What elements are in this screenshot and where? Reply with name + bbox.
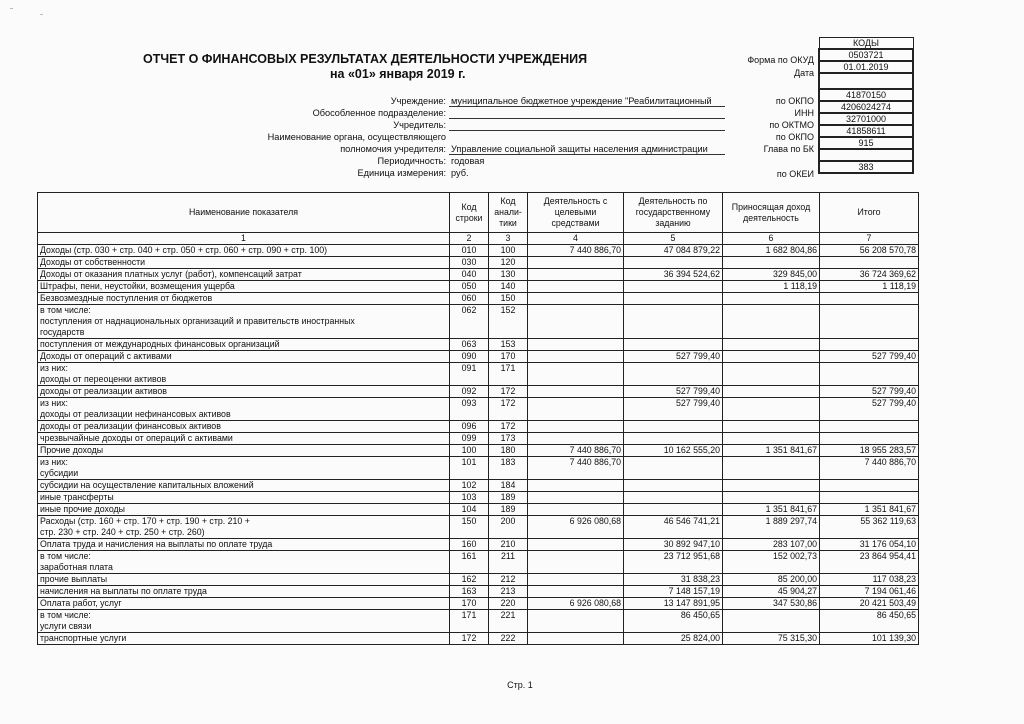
table-row [38, 480, 919, 492]
row-code: 096 [450, 421, 489, 433]
financial-results-table [37, 192, 919, 645]
code-label-oktmo: по ОКТМО [769, 120, 814, 130]
code-bk: 915 [819, 137, 913, 149]
row-name: услуги связи [40, 621, 92, 631]
row-income: 1 682 804,86 [723, 245, 820, 257]
code-oktmo: 32701000 [819, 113, 913, 125]
row-targeted [528, 574, 624, 586]
row-state-task: 7 148 157,19 [624, 586, 723, 598]
row-name: стр. 230 + стр. 240 + стр. 250 + стр. 260) [40, 527, 205, 537]
column-index-row [38, 233, 919, 245]
row-name-cell [38, 551, 450, 574]
row-targeted [528, 293, 624, 305]
row-analytics: 120 [489, 257, 528, 269]
table-header-row [38, 193, 919, 233]
row-name-cell [38, 305, 450, 339]
row-name: в том числе: [40, 305, 91, 315]
row-code: 170 [450, 598, 489, 610]
row-code: 040 [450, 269, 489, 281]
row-income [723, 351, 820, 363]
row-name: Расходы (стр. 160 + стр. 170 + стр. 190 + стр. 210 + [40, 516, 250, 526]
row-analytics: 183 [489, 457, 528, 480]
row-analytics: 212 [489, 574, 528, 586]
row-state-task: 25 824,00 [624, 633, 723, 645]
row-targeted [528, 386, 624, 398]
row-total: 20 421 503,49 [820, 598, 919, 610]
founder-label: Учредитель: [393, 120, 446, 130]
row-name: поступления от наднациональных организаций и правительств иностранных [40, 316, 355, 326]
row-code: 150 [450, 516, 489, 539]
row-name: доходы от реализации нефинансовых активов [40, 409, 231, 419]
row-name-cell [38, 245, 450, 257]
row-total [820, 421, 919, 433]
row-code: 102 [450, 480, 489, 492]
codes-header: КОДЫ [819, 38, 913, 50]
row-state-task [624, 480, 723, 492]
col-index: 7 [820, 233, 919, 245]
row-state-task [624, 281, 723, 293]
row-targeted [528, 433, 624, 445]
table-row [38, 363, 919, 386]
row-total: 36 724 369,62 [820, 269, 919, 281]
code-label-date: Дата [794, 68, 814, 78]
row-state-task [624, 504, 723, 516]
row-income: 1 118,19 [723, 281, 820, 293]
scan-speck [40, 14, 43, 15]
row-analytics: 184 [489, 480, 528, 492]
row-total [820, 293, 919, 305]
row-analytics: 172 [489, 386, 528, 398]
row-analytics: 140 [489, 281, 528, 293]
row-total: 1 118,19 [820, 281, 919, 293]
row-name-cell [38, 339, 450, 351]
row-analytics: 213 [489, 586, 528, 598]
row-state-task: 23 712 951,68 [624, 551, 723, 574]
row-targeted [528, 281, 624, 293]
row-name: в том числе: [40, 610, 91, 620]
table-row [38, 539, 919, 551]
code-label-okpo: по ОКПО [775, 96, 814, 106]
row-analytics: 170 [489, 351, 528, 363]
col-header-name: Наименование показателя [38, 193, 450, 233]
row-state-task: 527 799,40 [624, 386, 723, 398]
row-analytics: 220 [489, 598, 528, 610]
row-state-task [624, 421, 723, 433]
row-name-cell [38, 363, 450, 386]
code-okei: 383 [819, 161, 913, 173]
col-header-state-task: Деятельность по государственному заданию [624, 193, 723, 233]
row-total [820, 492, 919, 504]
col-header-targeted: Деятельность с целевыми средствами [528, 193, 624, 233]
row-name: иные прочие доходы [40, 504, 126, 514]
row-code: 171 [450, 610, 489, 633]
row-code: 172 [450, 633, 489, 645]
row-name: Доходы от оказания платных услуг (работ), компенсаций затрат [40, 269, 302, 279]
row-name: из них: [40, 457, 69, 467]
row-code: 060 [450, 293, 489, 305]
col-header-code: Код строки [450, 193, 489, 233]
row-targeted: 6 926 080,68 [528, 516, 624, 539]
row-income: 75 315,30 [723, 633, 820, 645]
row-state-task: 31 838,23 [624, 574, 723, 586]
row-analytics: 189 [489, 504, 528, 516]
row-total [820, 480, 919, 492]
row-income [723, 293, 820, 305]
row-analytics: 153 [489, 339, 528, 351]
row-targeted [528, 551, 624, 574]
subdivision-label: Обособленное подразделение: [312, 108, 446, 118]
row-code: 093 [450, 398, 489, 421]
row-name: доходы от переоценки активов [40, 374, 167, 384]
row-state-task: 10 162 555,20 [624, 445, 723, 457]
row-targeted: 7 440 886,70 [528, 445, 624, 457]
row-income: 347 530,86 [723, 598, 820, 610]
row-targeted [528, 480, 624, 492]
col-index: 1 [38, 233, 450, 245]
row-state-task: 527 799,40 [624, 351, 723, 363]
code-okpo: 41870150 [819, 89, 913, 101]
table-row [38, 633, 919, 645]
table-row [38, 504, 919, 516]
row-state-task: 36 394 524,62 [624, 269, 723, 281]
row-code: 161 [450, 551, 489, 574]
row-name: заработная плата [40, 562, 113, 572]
row-total [820, 305, 919, 339]
row-name: субсидии [40, 468, 79, 478]
row-name: Доходы (стр. 030 + стр. 040 + стр. 050 + стр. 060 + стр. 090 + стр. 100) [40, 245, 328, 255]
row-total: 7 194 061,46 [820, 586, 919, 598]
row-code: 091 [450, 363, 489, 386]
table-body [38, 245, 919, 645]
row-total: 31 176 054,10 [820, 539, 919, 551]
row-analytics: 200 [489, 516, 528, 539]
col-header-total: Итого [820, 193, 919, 233]
row-name-cell [38, 351, 450, 363]
row-income: 1 889 297,74 [723, 516, 820, 539]
row-name: субсидии на осуществление капитальных вложений [40, 480, 254, 490]
row-state-task: 527 799,40 [624, 398, 723, 421]
row-total: 56 208 570,78 [820, 245, 919, 257]
row-income [723, 433, 820, 445]
row-analytics: 222 [489, 633, 528, 645]
row-total: 86 450,65 [820, 610, 919, 633]
row-code: 099 [450, 433, 489, 445]
row-analytics: 189 [489, 492, 528, 504]
row-total: 117 038,23 [820, 574, 919, 586]
row-state-task [624, 433, 723, 445]
col-header-income: Приносящая доход деятельность [723, 193, 820, 233]
row-name-cell [38, 480, 450, 492]
row-name: государств [40, 327, 85, 337]
code-label-okpo-authority: по ОКПО [775, 132, 814, 142]
row-name: транспортные услуги [40, 633, 127, 643]
row-total [820, 257, 919, 269]
row-targeted [528, 269, 624, 281]
col-index: 6 [723, 233, 820, 245]
row-targeted [528, 339, 624, 351]
row-code: 030 [450, 257, 489, 269]
row-targeted [528, 633, 624, 645]
row-name-cell [38, 293, 450, 305]
col-index: 3 [489, 233, 528, 245]
row-income [723, 398, 820, 421]
row-state-task [624, 457, 723, 480]
row-name: чрезвычайные доходы от операций с активами [40, 433, 233, 443]
table-row [38, 351, 919, 363]
row-targeted: 7 440 886,70 [528, 457, 624, 480]
row-code: 163 [450, 586, 489, 598]
code-inn: 4206024274 [819, 101, 913, 113]
row-targeted: 6 926 080,68 [528, 598, 624, 610]
row-total: 527 799,40 [820, 351, 919, 363]
row-state-task [624, 339, 723, 351]
code-label-inn: ИНН [794, 108, 814, 118]
row-income [723, 363, 820, 386]
row-name-cell [38, 421, 450, 433]
table-row [38, 433, 919, 445]
row-name-cell [38, 633, 450, 645]
authority-label-line2: полномочия учредителя: [340, 144, 446, 154]
row-analytics: 152 [489, 305, 528, 339]
row-name: начисления на выплаты по оплате труда [40, 586, 207, 596]
unit-label: Единица измерения: [357, 168, 446, 178]
row-total: 1 351 841,67 [820, 504, 919, 516]
row-analytics: 130 [489, 269, 528, 281]
row-analytics: 100 [489, 245, 528, 257]
row-income: 329 845,00 [723, 269, 820, 281]
row-income [723, 421, 820, 433]
row-name-cell [38, 257, 450, 269]
row-code: 090 [450, 351, 489, 363]
row-state-task [624, 492, 723, 504]
row-state-task: 46 546 741,21 [624, 516, 723, 539]
row-name-cell [38, 586, 450, 598]
row-income [723, 492, 820, 504]
row-income [723, 305, 820, 339]
row-total: 101 139,30 [820, 633, 919, 645]
row-targeted [528, 363, 624, 386]
table-row [38, 598, 919, 610]
scan-speck [10, 8, 13, 9]
row-analytics: 150 [489, 293, 528, 305]
authority-value: Управление социальной защиты населения администрации [449, 143, 725, 155]
row-targeted [528, 504, 624, 516]
row-name-cell [38, 433, 450, 445]
table-row [38, 457, 919, 480]
row-name: Безвозмездные поступления от бюджетов [40, 293, 213, 303]
row-name: из них: [40, 363, 69, 373]
period-value: годовая [451, 156, 485, 166]
row-income: 283 107,00 [723, 539, 820, 551]
row-name: иные трансферты [40, 492, 114, 502]
row-analytics: 221 [489, 610, 528, 633]
row-name: в том числе: [40, 551, 91, 561]
table-row [38, 586, 919, 598]
row-targeted [528, 351, 624, 363]
code-empty-2 [819, 149, 913, 161]
codes-table [818, 37, 914, 174]
table-row [38, 386, 919, 398]
row-state-task [624, 293, 723, 305]
row-income: 152 002,73 [723, 551, 820, 574]
row-state-task: 30 892 947,10 [624, 539, 723, 551]
report-subtitle: на «01» января 2019 г. [330, 67, 466, 81]
subdivision-value [449, 107, 725, 119]
table-row [38, 445, 919, 457]
row-code: 101 [450, 457, 489, 480]
row-targeted [528, 305, 624, 339]
institution-label: Учреждение: [390, 96, 446, 106]
row-name: Штрафы, пени, неустойки, возмещения ущерба [40, 281, 235, 291]
table-row [38, 293, 919, 305]
table-row [38, 492, 919, 504]
code-label-okei: по ОКЕИ [776, 169, 814, 179]
table-row [38, 245, 919, 257]
col-header-analytics: Код анали-тики [489, 193, 528, 233]
row-income [723, 339, 820, 351]
row-state-task [624, 305, 723, 339]
row-total: 55 362 119,63 [820, 516, 919, 539]
row-state-task [624, 257, 723, 269]
row-name-cell [38, 281, 450, 293]
row-name-cell [38, 539, 450, 551]
unit-value: руб. [451, 168, 469, 178]
row-state-task: 47 084 879,22 [624, 245, 723, 257]
row-state-task [624, 363, 723, 386]
table-row [38, 257, 919, 269]
code-okud: 0503721 [819, 49, 913, 61]
row-name: поступления от международных финансовых организаций [40, 339, 280, 349]
table-row [38, 551, 919, 574]
col-index: 5 [624, 233, 723, 245]
row-name-cell [38, 445, 450, 457]
row-targeted [528, 492, 624, 504]
row-total: 7 440 886,70 [820, 457, 919, 480]
table-row [38, 281, 919, 293]
report-title: ОТЧЕТ О ФИНАНСОВЫХ РЕЗУЛЬТАТАХ ДЕЯТЕЛЬНОСТИ УЧРЕЖДЕНИЯ [143, 52, 588, 66]
row-income [723, 257, 820, 269]
row-name-cell [38, 504, 450, 516]
row-total [820, 339, 919, 351]
code-label-bk: Глава по БК [763, 144, 814, 154]
table-row [38, 269, 919, 281]
col-index: 2 [450, 233, 489, 245]
row-name-cell [38, 457, 450, 480]
row-analytics: 173 [489, 433, 528, 445]
row-code: 100 [450, 445, 489, 457]
row-targeted [528, 398, 624, 421]
row-analytics: 210 [489, 539, 528, 551]
row-code: 063 [450, 339, 489, 351]
row-analytics: 180 [489, 445, 528, 457]
row-state-task: 13 147 891,95 [624, 598, 723, 610]
row-name-cell [38, 386, 450, 398]
code-date: 01.01.2019 [819, 61, 913, 73]
row-total: 527 799,40 [820, 386, 919, 398]
table-row [38, 610, 919, 633]
row-income [723, 480, 820, 492]
row-name: Прочие доходы [40, 445, 104, 455]
row-income: 1 351 841,67 [723, 445, 820, 457]
table-row [38, 574, 919, 586]
row-total: 23 864 954,41 [820, 551, 919, 574]
table-row [38, 305, 919, 339]
row-code: 104 [450, 504, 489, 516]
row-code: 010 [450, 245, 489, 257]
row-analytics: 172 [489, 421, 528, 433]
row-name: Доходы от операций с активами [40, 351, 172, 361]
period-label: Периодичность: [377, 156, 446, 166]
row-targeted [528, 610, 624, 633]
row-analytics: 211 [489, 551, 528, 574]
row-income: 1 351 841,67 [723, 504, 820, 516]
row-total: 18 955 283,57 [820, 445, 919, 457]
row-targeted [528, 539, 624, 551]
row-total [820, 363, 919, 386]
row-name-cell [38, 516, 450, 539]
row-total: 527 799,40 [820, 398, 919, 421]
row-income [723, 610, 820, 633]
row-income [723, 457, 820, 480]
row-name-cell [38, 269, 450, 281]
authority-label-line1: Наименование органа, осуществляющего [267, 132, 446, 142]
table-row [38, 398, 919, 421]
row-code: 103 [450, 492, 489, 504]
row-targeted: 7 440 886,70 [528, 245, 624, 257]
row-code: 162 [450, 574, 489, 586]
table-row [38, 421, 919, 433]
row-targeted [528, 421, 624, 433]
row-state-task: 86 450,65 [624, 610, 723, 633]
row-name: Оплата труда и начисления на выплаты по оплате труда [40, 539, 273, 549]
row-name: Доходы от собственности [40, 257, 146, 267]
row-name-cell [38, 610, 450, 633]
institution-value: муниципальное бюджетное учреждение "Реабилитационный [449, 95, 725, 107]
row-code: 062 [450, 305, 489, 339]
row-name: Оплата работ, услуг [40, 598, 122, 608]
row-total [820, 433, 919, 445]
row-name: доходы от реализации активов [40, 386, 167, 396]
row-targeted [528, 257, 624, 269]
code-okpo-authority: 41858611 [819, 125, 913, 137]
col-index: 4 [528, 233, 624, 245]
founder-value [449, 119, 725, 131]
row-code: 160 [450, 539, 489, 551]
page-number: Стр. 1 [507, 680, 533, 690]
row-name: из них: [40, 398, 69, 408]
table-row [38, 516, 919, 539]
row-name: прочие выплаты [40, 574, 108, 584]
code-label-okud: Форма по ОКУД [747, 55, 814, 65]
row-code: 050 [450, 281, 489, 293]
row-targeted [528, 586, 624, 598]
row-analytics: 172 [489, 398, 528, 421]
code-empty-1 [819, 73, 913, 89]
row-name-cell [38, 574, 450, 586]
row-name-cell [38, 398, 450, 421]
row-income: 45 904,27 [723, 586, 820, 598]
row-code: 092 [450, 386, 489, 398]
table-row [38, 339, 919, 351]
row-analytics: 171 [489, 363, 528, 386]
row-income: 85 200,00 [723, 574, 820, 586]
row-income [723, 386, 820, 398]
row-name-cell [38, 598, 450, 610]
row-name: доходы от реализации финансовых активов [40, 421, 221, 431]
row-name-cell [38, 492, 450, 504]
